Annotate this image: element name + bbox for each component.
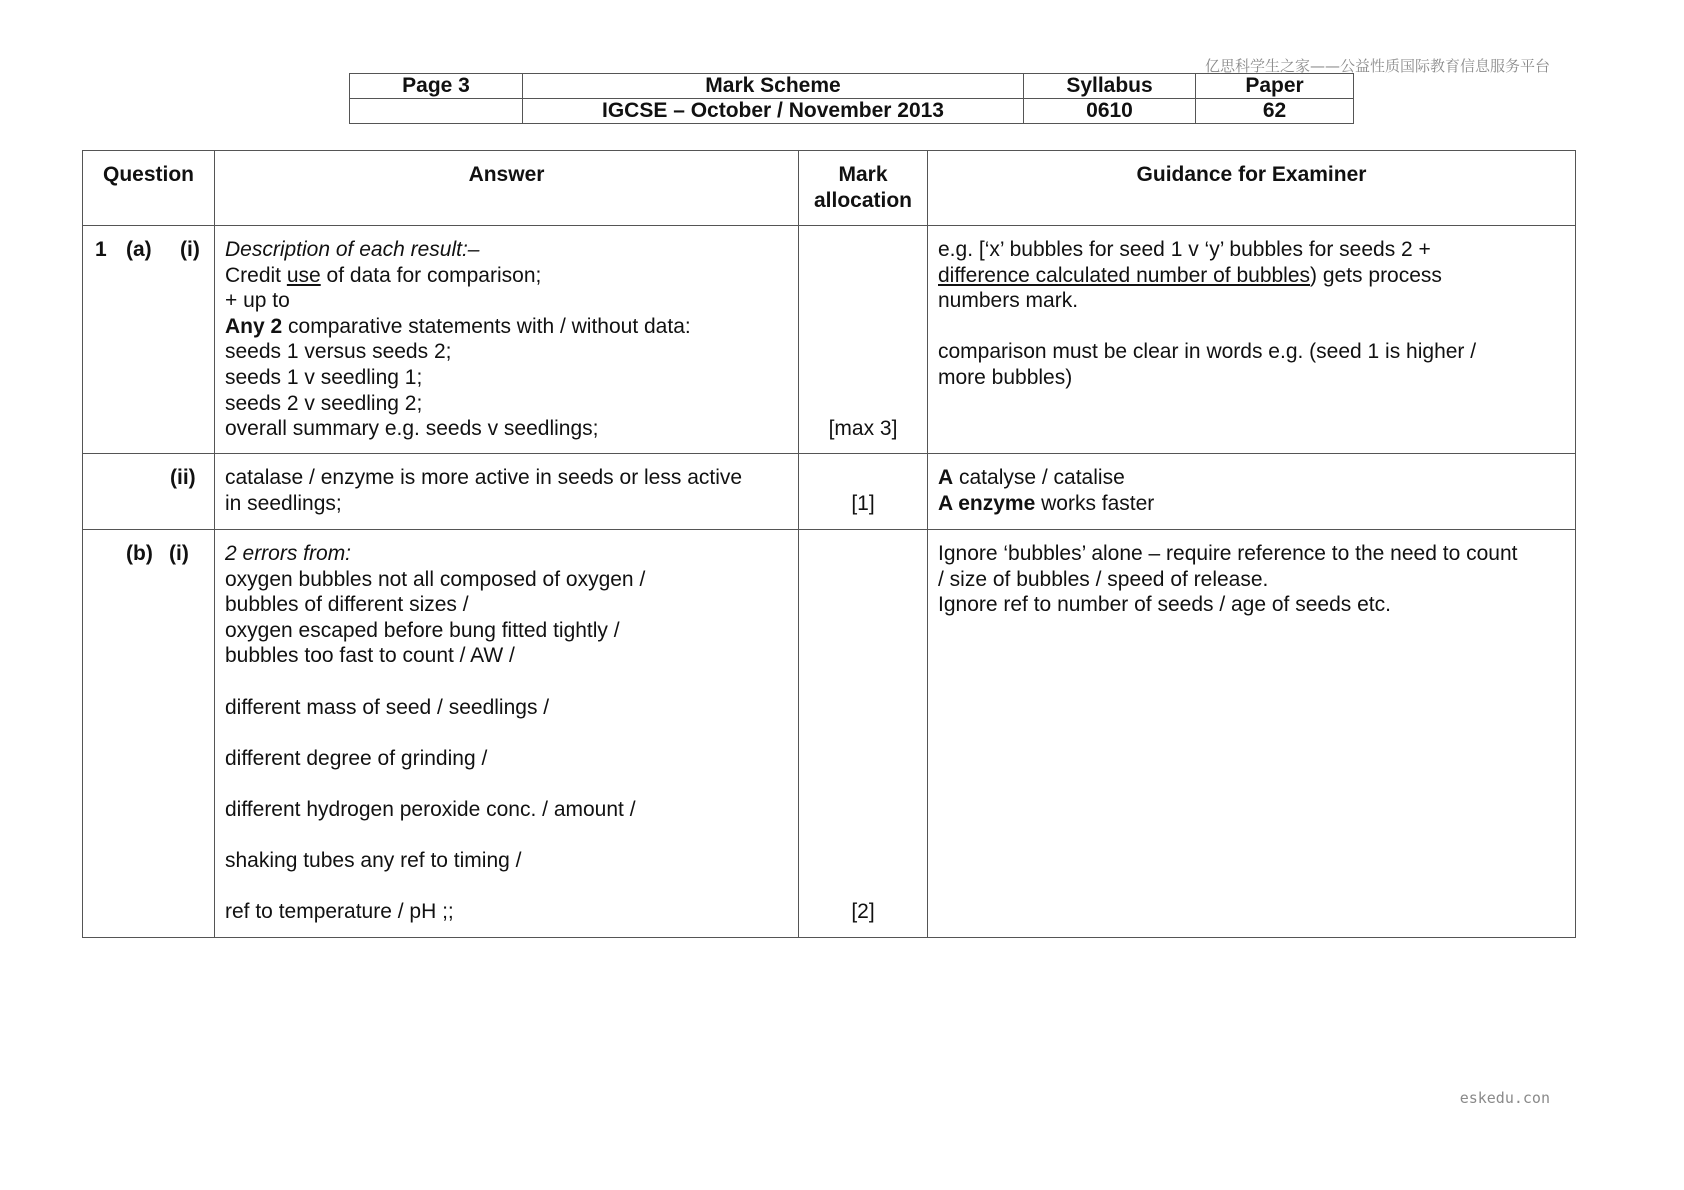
watermark-bottom: eskedu.con xyxy=(1459,1089,1550,1107)
guidance-cell: e.g. [‘x’ bubbles for seed 1 v ‘y’ bubbles for seeds 2 + difference calculated number of bubbles) gets process numbers mark. comparison must be clear in words e.g. (seed 1 is higher / more bubbles) xyxy=(928,226,1576,454)
answer-cell: catalase / enzyme is more active in seeds or less active in seedlings; xyxy=(215,454,799,530)
mark-cell: [2] xyxy=(799,530,928,938)
column-header-mark: Mark allocation xyxy=(799,151,928,226)
table-row xyxy=(83,530,1576,938)
table-header-row xyxy=(83,151,1576,226)
page-number-blank xyxy=(350,99,523,124)
paper-number: 62 xyxy=(1196,99,1354,124)
question-subpart: (i) xyxy=(180,238,200,261)
question-subpart: (ii) xyxy=(170,466,196,489)
question-part: (b) xyxy=(126,542,153,565)
document-title: Mark Scheme xyxy=(523,74,1024,99)
header-table xyxy=(349,73,1354,124)
guidance-cell: A catalyse / catalise A enzyme works faster xyxy=(928,454,1576,530)
mark-cell: [1] xyxy=(799,454,928,530)
guidance-cell: Ignore ‘bubbles’ alone – require reference to the need to count / size of bubbles / speed of release. Ignore ref to number of seeds / age of seeds etc. xyxy=(928,530,1576,938)
syllabus-code: 0610 xyxy=(1024,99,1196,124)
question-number: 1 xyxy=(95,238,107,261)
question-part: (a) xyxy=(126,238,152,261)
question-cell xyxy=(83,530,215,938)
mark-cell: [max 3] xyxy=(799,226,928,454)
table-row xyxy=(83,226,1576,454)
question-subpart: (i) xyxy=(169,542,189,565)
table-row xyxy=(83,454,1576,530)
answer-cell: Description of each result:– Credit use of data for comparison; + up to Any 2 comparative statements with / without data: seeds 1 versus seeds 2; seeds 1 v seedling 1; seeds 2 v seedling 2; overall summary e.g. seeds v seedlings; xyxy=(215,226,799,454)
watermark-top: 亿思科学生之家——公益性质国际教育信息服务平台 xyxy=(1204,57,1550,75)
column-header-question: Question xyxy=(83,151,215,226)
column-header-guidance: Guidance for Examiner xyxy=(928,151,1576,226)
syllabus-label: Syllabus xyxy=(1024,74,1196,99)
paper-label: Paper xyxy=(1196,74,1354,99)
exam-session: IGCSE – October / November 2013 xyxy=(523,99,1024,124)
column-header-answer: Answer xyxy=(215,151,799,226)
question-cell xyxy=(83,226,215,454)
question-cell xyxy=(83,454,215,530)
page-number: Page 3 xyxy=(350,74,523,99)
mark-scheme-table xyxy=(82,150,1576,938)
answer-cell: 2 errors from: oxygen bubbles not all composed of oxygen / bubbles of different sizes / oxygen escaped before bung fitted tightly / bubbles too fast to count / AW / different mass of seed / seedlings / different degree of grinding / different hydrogen peroxide conc. / amount / shaking tubes any ref to timing / ref to temperature / pH ;; xyxy=(215,530,799,938)
